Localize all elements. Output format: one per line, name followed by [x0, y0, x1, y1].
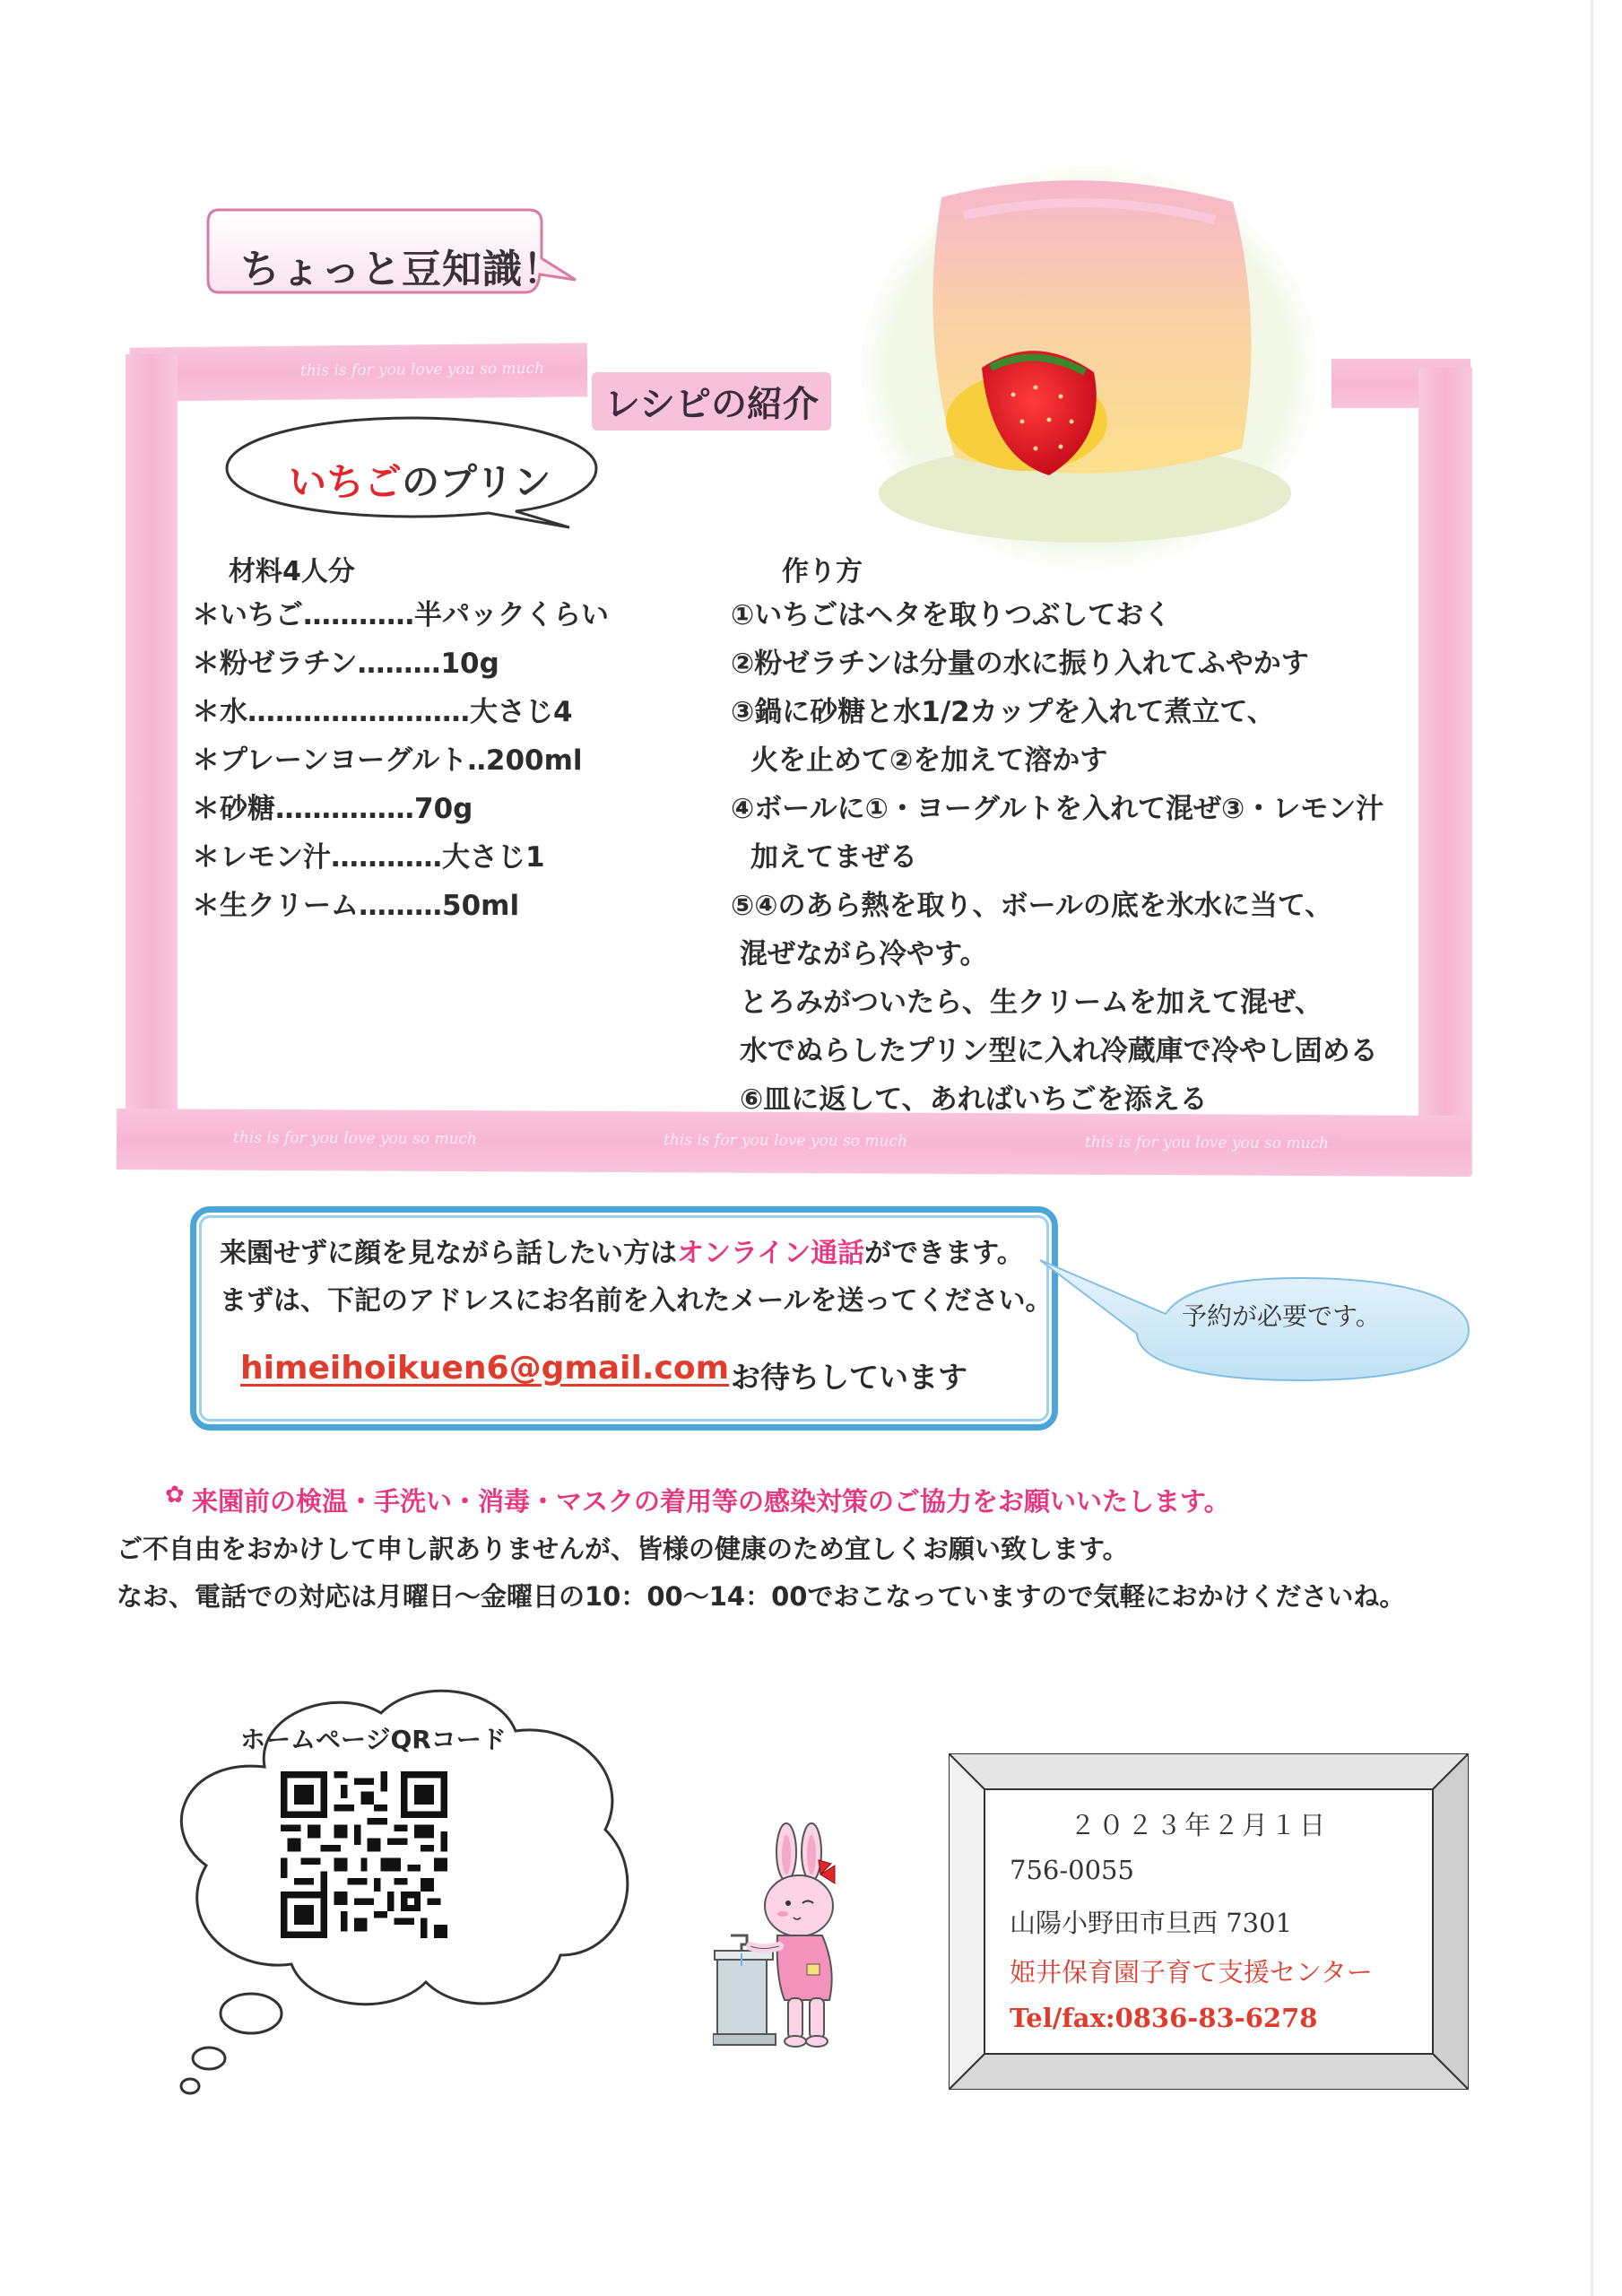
tape-top-left	[130, 343, 588, 401]
ingredient-item: ＊粉ゼラチン………10g	[192, 648, 499, 680]
address-zip: 756-0055	[1010, 1855, 1134, 1885]
notice-infection-control: 来園前の検温・手洗い・消毒・マスクの着用等の感染対策のご協力をお願いいたします。	[192, 1486, 1230, 1517]
recipe-name	[289, 453, 551, 507]
ingredient-item: ＊生クリーム………50ml	[192, 890, 520, 922]
tape-right	[1418, 368, 1472, 1175]
notice-phone-hours: なお、電話での対応は月曜日～金曜日の10：00～14：00でおこなっていますので気軽におかけくださいね。	[117, 1581, 1406, 1612]
flower-icon: ✿	[165, 1482, 185, 1509]
tape-bottom	[117, 1109, 1470, 1177]
method-step: とろみがついたら、生クリームを加えて混ぜ、	[740, 987, 1323, 1019]
qr-label: ホームページQRコード	[240, 1725, 507, 1754]
phone-fax[interactable]: Tel/fax:0836-83-6278	[1010, 2003, 1318, 2033]
organization-name: 姫井保育園子育て支援センター	[1010, 1957, 1373, 1987]
method-step: ①いちごはヘタを取りつぶしておく	[731, 599, 1172, 631]
online-line-2: まずは、下記のアドレスにお名前を入れたメールを送ってください。	[220, 1285, 1053, 1317]
method-step: 加えてまぜる	[750, 841, 917, 874]
ingredient-item: ＊水……………………大さじ4	[192, 696, 573, 728]
method-step: ③鍋に砂糖と水1/2カップを入れて煮立て、	[731, 696, 1275, 728]
method-step: 火を止めて②を加えて溶かす	[750, 744, 1108, 777]
reservation-text: 予約が必要です。	[1182, 1301, 1381, 1331]
method-step: 水でぬらしたプリン型に入れ冷蔵庫で冷やし固める	[740, 1035, 1378, 1067]
method-step: 混ぜながら冷やす。	[740, 938, 988, 970]
ingredients-heading: 材料4人分	[229, 556, 355, 587]
ingredient-item: ＊レモン汁…………大さじ1	[192, 841, 545, 874]
online-line-1	[220, 1231, 1024, 1270]
tip-title: ちょっと豆知識！	[240, 247, 563, 292]
waiting-text: お待ちしています	[731, 1360, 967, 1395]
online-line-1-c: ができます。	[864, 1238, 1024, 1269]
ingredient-item: ＊砂糖……………70g	[192, 793, 473, 825]
pudding-photo	[856, 152, 1323, 574]
qr-code-icon[interactable]	[281, 1771, 447, 1938]
recipe-name-rest: のプリン	[402, 460, 551, 504]
notice-apology: ご不自由をおかけして申し訳ありませんが、皆様の健康のため宜しくお願い致します。	[117, 1534, 1129, 1564]
tape-left	[126, 354, 178, 1144]
bunny-illustration	[713, 1821, 856, 2054]
online-call-highlight: オンライン通話	[677, 1238, 865, 1269]
recipe-name-strawberry: いちご	[289, 460, 403, 504]
ingredient-item: ＊プレーンヨーグルト‥200ml	[192, 744, 583, 777]
method-step: ②粉ゼラチンは分量の水に振り入れてふやかす	[731, 648, 1309, 680]
tape-script-text: this is for you love you so much	[232, 1128, 478, 1149]
tape-script-text: this is for you love you so much	[299, 359, 545, 380]
ingredient-item: ＊いちご…………半パックくらい	[192, 599, 609, 631]
online-line-1-a: 来園せずに顔を見ながら話したい方は	[220, 1238, 677, 1269]
address-date: ２０２３年２月１日	[1070, 1810, 1329, 1840]
method-step: ⑤④のあら熱を取り、ボールの底を氷水に当て、	[731, 890, 1333, 922]
recipe-section-title: レシピの紹介	[592, 372, 831, 430]
method-heading: 作り方	[782, 556, 863, 587]
email-link[interactable]: himeihoikuen6@gmail.com	[240, 1350, 730, 1387]
method-step: ④ボールに①・ヨーグルトを入れて混ぜ③・レモン汁	[731, 793, 1384, 825]
method-step: ⑥皿に返して、あればいちごを添える	[740, 1083, 1208, 1116]
tape-script-text: this is for you love you so much	[1084, 1133, 1330, 1153]
tape-script-text: this is for you love you so much	[663, 1131, 908, 1151]
address-street: 山陽小野田市旦西 7301	[1010, 1908, 1293, 1938]
page-edge-line	[1591, 0, 1593, 2296]
